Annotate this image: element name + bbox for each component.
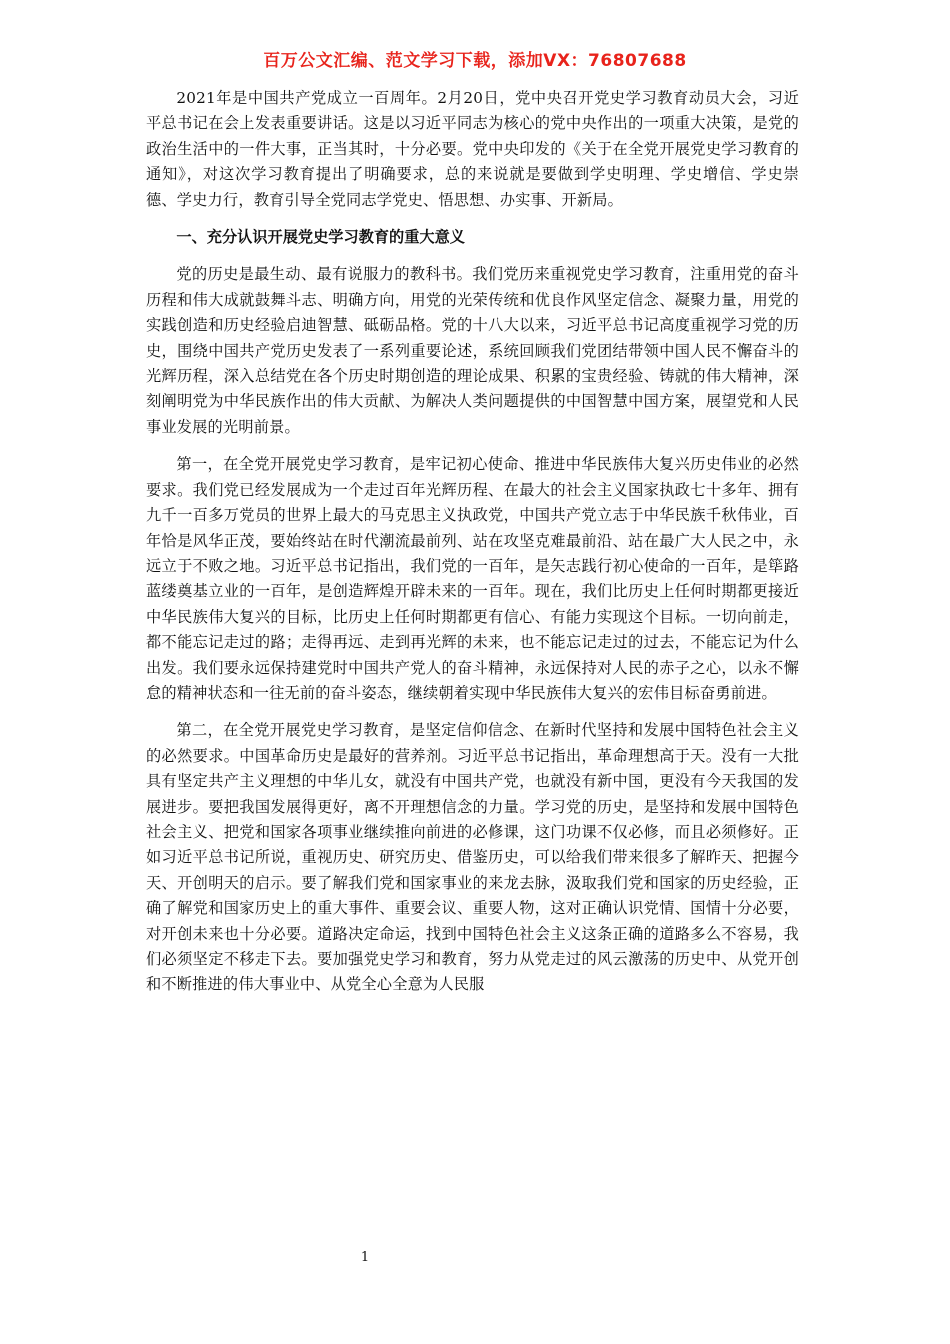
section-heading: 一、充分认识开展党史学习教育的重大意义 <box>176 228 465 247</box>
body-paragraph: 党的历史是最生动、最有说服力的教科书。我们党历来重视党史学习教育，注重用党的奋斗历程和伟大成就鼓舞斗志、明确方向，用党的光荣传统和优良作风坚定信念、凝聚力量，用党的实践创造和历史经验启迪智慧、砥砺品格。党的十八大以来，习近平总书记高度重视学习党的历史，围绕中国共产党历史发表了一系列重要论述，系统回顾我们党团结带领中国人民不懈奋斗的光辉历程，深入总结党在各个历史时期创造的理论成果、积累的宝贵经验、铸就的伟大精神，深刻阐明党为中华民族作出的伟大贡献、为解决人类问题提供的中国智慧中国方案，展望党和人民事业发展的光明前景。 <box>146 265 799 436</box>
watermark-banner: 百万公文汇编、范文学习下载，添加VX：76807688 <box>263 51 687 71</box>
body-paragraph: 第一，在全党开展党史学习教育，是牢记初心使命、推进中华民族伟大复兴历史伟业的必然要求。我们党已经发展成为一个走过百年光辉历程、在最大的社会主义国家执政七十多年、拥有九千一百多万党员的世界上最大的马克思主义执政党，中国共产党立志于中华民族千秋伟业，百年恰是风华正茂，要始终站在时代潮流最前列、站在攻坚克难最前沿、站在最广大人民之中，永远立于不败之地。习近平总书记指出，我们党的一百年，是矢志践行初心使命的一百年，是筚路蓝缕奠基立业的一百年，是创造辉煌开辟未来的一百年。现在，我们比历史上任何时期都更接近中华民族伟大复兴的目标，比历史上任何时期都更有信心、有能力实现这个目标。一切向前走，都不能忘记走过的路；走得再远、走到再光辉的未来，也不能忘记走过的过去，不能忘记为什么出发。我们要永远保持建党时中国共产党人的奋斗精神，永远保持对人民的赤子之心，以永不懈怠的精神状态和一往无前的奋斗姿态，继续朝着实现中华民族伟大复兴的宏伟目标奋勇前进。 <box>146 455 799 702</box>
intro-paragraph: 2021年是中国共产党成立一百周年。2月20日，党中央召开党史学习教育动员大会，习近平总书记在会上发表重要讲话。这是以习近平同志为核心的党中央作出的一项重大决策，是党的政治生活中的一件大事，正当其时，十分必要。党中央印发的《关于在全党开展党史学习教育的通知》，对这次学习教育提出了明确要求，总的来说就是要做到学史明理、学史增信、学史崇德、学史力行，教育引导全党同志学党史、悟思想、办实事、开新局。 <box>146 89 799 209</box>
document-body <box>146 86 799 1010</box>
page-number: 1 <box>360 1250 370 1265</box>
body-paragraph: 第二，在全党开展党史学习教育，是坚定信仰信念、在新时代坚持和发展中国特色社会主义的必然要求。中国革命历史是最好的营养剂。习近平总书记指出，革命理想高于天。没有一大批具有坚定共产主义理想的中华儿女，就没有中国共产党，也就没有新中国，更没有今天我国的发展进步。要把我国发展得更好，离不开理想信念的力量。学习党的历史，是坚持和发展中国特色社会主义、把党和国家各项事业继续推向前进的必修课，这门功课不仅必修，而且必须修好。正如习近平总书记所说，重视历史、研究历史、借鉴历史，可以给我们带来很多了解昨天、把握今天、开创明天的启示。要了解我们党和国家事业的来龙去脉，汲取我们党和国家的历史经验，正确了解党和国家历史上的重大事件、重要会议、重要人物，这对正确认识党情、国情十分必要，对开创未来也十分必要。道路决定命运，找到中国特色社会主义这条正确的道路多么不容易，我们必须坚定不移走下去。要加强党史学习和教育，努力从党走过的风云激荡的历史中、从党开创和不断推进的伟大事业中、从党全心全意为人民服 <box>146 721 799 994</box>
